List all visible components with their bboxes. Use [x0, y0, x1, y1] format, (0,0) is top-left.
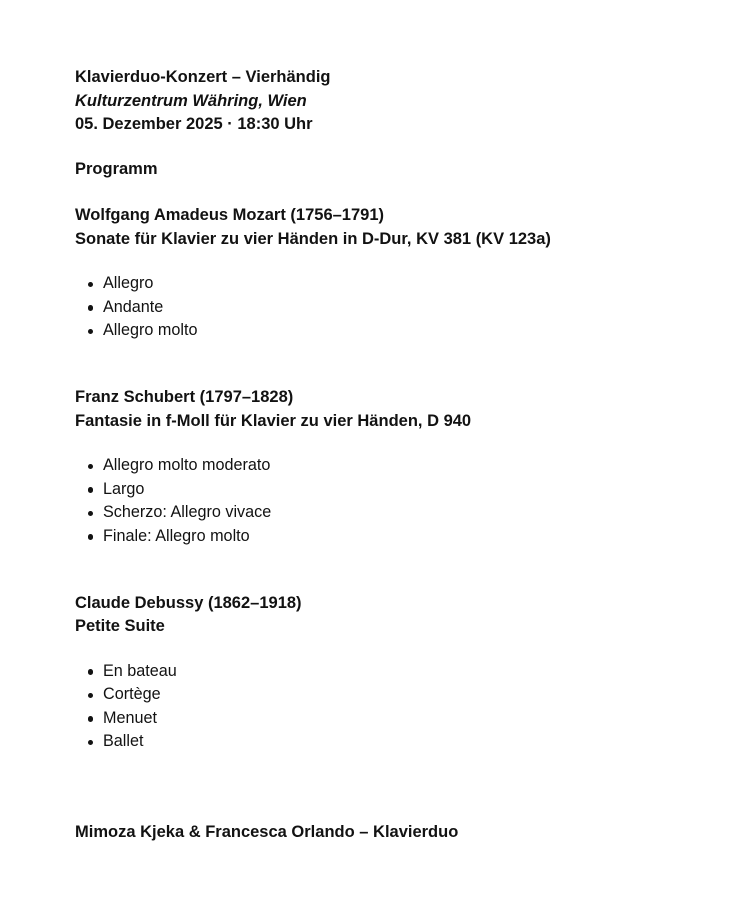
- movement-item: Menuet: [75, 707, 694, 731]
- movement-item: Allegro: [75, 272, 694, 296]
- venue-line: Kulturzentrum Währing, Wien: [75, 91, 307, 110]
- movement-list: [75, 660, 694, 754]
- composer-line: Franz Schubert (1797–1828): [75, 388, 294, 406]
- piece-section-schubert: [75, 386, 694, 548]
- datetime-line: 05. Dezember 2025 · 18:30 Uhr: [75, 115, 313, 133]
- performers-line: Mimoza Kjeka & Francesca Orlando – Klavierduo: [75, 823, 459, 841]
- program-heading: Programm: [75, 160, 158, 178]
- work-title-line: Fantasie in f-Moll für Klavier zu vier Händen, D 940: [75, 411, 472, 430]
- movement-item: Largo: [75, 478, 694, 502]
- work-title-line: Petite Suite: [75, 617, 165, 635]
- page-title: Klavierduo-Konzert – Vierhändig: [75, 68, 331, 86]
- work-title-line: Sonate für Klavier zu vier Händen in D-Dur, KV 381 (KV 123a): [75, 229, 551, 248]
- composer-line: Wolfgang Amadeus Mozart (1756–1791): [75, 206, 385, 224]
- movement-item: Ballet: [75, 730, 694, 754]
- program-header: [75, 66, 694, 137]
- movement-list: [75, 272, 694, 343]
- piece-section-debussy: [75, 592, 694, 754]
- movement-item: Andante: [75, 296, 694, 320]
- movement-item: Allegro molto moderato: [75, 454, 694, 478]
- movement-item: Scherzo: Allegro vivace: [75, 501, 694, 525]
- movement-list: [75, 454, 694, 548]
- movement-item: Allegro molto: [75, 319, 694, 343]
- piece-section-mozart: [75, 204, 694, 343]
- composer-line: Claude Debussy (1862–1918): [75, 593, 302, 612]
- movement-item: Cortège: [75, 683, 694, 707]
- movement-item: Finale: Allegro molto: [75, 525, 694, 549]
- movement-item: En bateau: [75, 660, 694, 684]
